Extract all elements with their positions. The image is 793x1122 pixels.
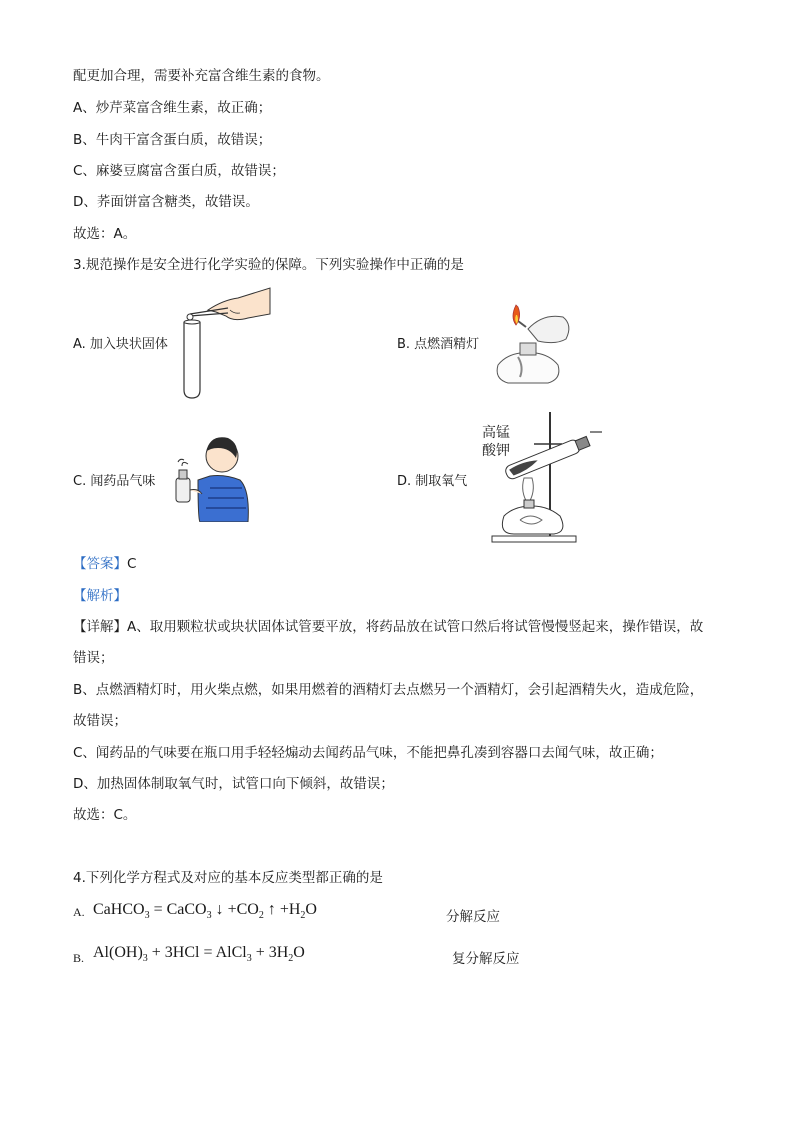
q3-detail-4: D、加热固体制取氧气时，试管口向下倾斜，故错误； bbox=[73, 776, 394, 792]
figure-oxygen-apparatus bbox=[484, 408, 604, 544]
q2-intro: 配更加合理，需要补充富含维生素的食物。 bbox=[73, 68, 330, 84]
figure-d-label-2: 酸钾 bbox=[482, 443, 510, 459]
q3-detail-1b: 错误； bbox=[73, 650, 114, 666]
q4-option-a-label: A. bbox=[73, 905, 85, 919]
q3-stem: 3.规范操作是安全进行化学实验的保障。下列实验操作中正确的是 bbox=[73, 257, 464, 273]
q4-option-b-equation: $Al(OH)_3 + 3HCl$ = AlCl$_3$ + $3H_2O$ bbox=[93, 944, 305, 965]
q3-detail-2b: 故错误； bbox=[73, 713, 127, 729]
q3-detail-2: B、点燃酒精灯时，用火柴点燃，如果用燃着的酒精灯去点燃另一个酒精灯，会引起酒精失火，造成危险， bbox=[73, 682, 704, 698]
q2-analysis-d: D、荞面饼富含糖类，故错误。 bbox=[73, 194, 259, 210]
q3-detail-1: 【详解】A、取用颗粒状或块状固体试管要平放，将药品放在试管口然后将试管慢慢竖起来，操作错误，故 bbox=[73, 619, 704, 635]
figure-d-label-1: 高锰 bbox=[482, 425, 510, 441]
q4-option-b-type: 复分解反应 bbox=[452, 951, 520, 967]
figure-add-solid bbox=[178, 280, 274, 400]
q3-option-c: C. 闻药品气味 bbox=[73, 474, 156, 489]
q4-option-b-label: B. bbox=[73, 951, 85, 965]
q3-option-b: B. 点燃酒精灯 bbox=[397, 337, 480, 352]
q2-analysis-b: B、牛肉干富含蛋白质，故错误； bbox=[73, 132, 272, 148]
q3-answer-tag: 【答案】 bbox=[73, 556, 127, 572]
figure-smell bbox=[170, 430, 250, 522]
q3-answer: C bbox=[127, 556, 137, 572]
q3-option-a: A. 加入块状固体 bbox=[73, 337, 168, 352]
q3-conclusion: 故选：C。 bbox=[73, 807, 137, 823]
q2-analysis-c: C、麻婆豆腐富含蛋白质，故错误； bbox=[73, 163, 285, 179]
q2-answer: 故选：A。 bbox=[73, 226, 137, 242]
q4-option-a-equation: CaHCO$_3$ = CaCO$_3$ ↓ $+CO_2$ ↑ $+H_2O$ bbox=[93, 901, 317, 922]
q3-detail-3: C、闻药品的气味要在瓶口用手轻轻煽动去闻药品气味，不能把鼻孔凑到容器口去闻气味，故正确； bbox=[73, 745, 663, 761]
q3-answer-line bbox=[73, 555, 136, 573]
figure-light-lamp bbox=[488, 295, 578, 387]
q3-analysis-tag: 【解析】 bbox=[73, 588, 127, 604]
q4-option-a-type: 分解反应 bbox=[446, 909, 500, 925]
q4-stem: 4.下列化学方程式及对应的基本反应类型都正确的是 bbox=[73, 870, 383, 886]
q3-option-d: D. 制取氧气 bbox=[397, 474, 468, 489]
q2-analysis-a: A、炒芹菜富含维生素，故正确； bbox=[73, 100, 272, 116]
